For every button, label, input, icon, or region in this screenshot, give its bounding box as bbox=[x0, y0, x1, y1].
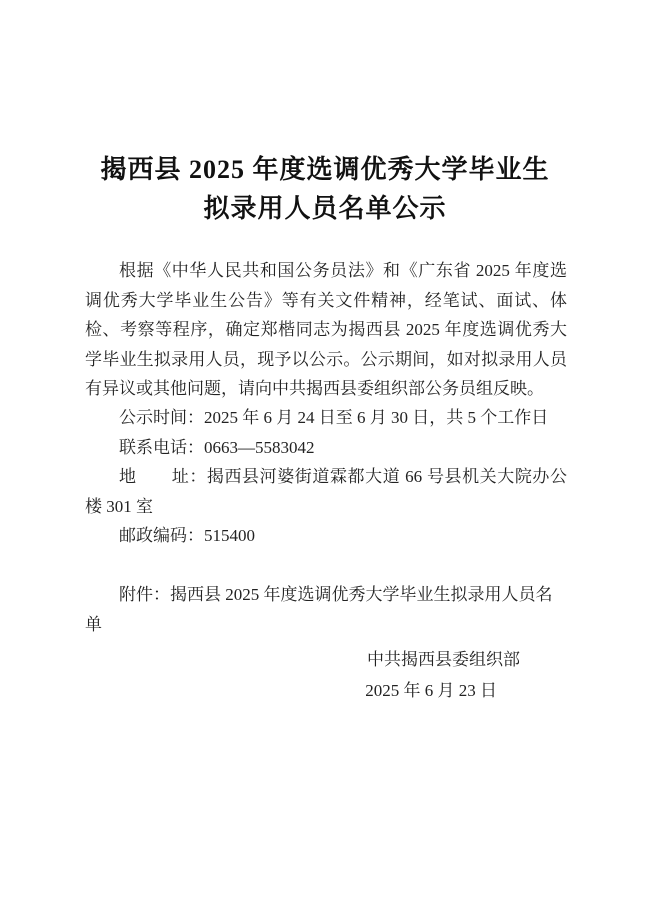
document-title bbox=[0, 150, 650, 228]
contact-phone: 联系电话：0663—5583042 bbox=[119, 437, 315, 457]
signature-line: 中共揭西县委组织部 bbox=[367, 650, 520, 669]
document-title-line-2: 拟录用人员名单公示 bbox=[203, 194, 447, 223]
attachment-line: 附件：揭西县 2025 年度选调优秀大学毕业生拟录用人员名单 bbox=[85, 585, 553, 634]
signature-block bbox=[85, 645, 567, 706]
body-paragraph: 根据《中华人民共和国公务员法》和《广东省 2025 年度选调优秀大学毕业生公告》等有关文件精神，经笔试、面试、体检、考察等程序，确定郑楷同志为揭西县 2025 年度选调优秀大学毕业生拟录用人员，现予以公示。公示期间，如对拟录用人员有异议或其他问题，请向中共揭西县委组织部公务员组反映。 bbox=[85, 261, 567, 398]
contact-public-period: 公示时间：2025 年 6 月 24 日至 6 月 30 日，共 5 个工作日 bbox=[119, 408, 549, 427]
date-line: 2025 年 6 月 23 日 bbox=[365, 680, 497, 700]
contact-info-block bbox=[85, 403, 567, 551]
contact-postcode: 邮政编码：515400 bbox=[119, 526, 255, 545]
document-title-line-1: 揭西县 2025 年度选调优秀大学毕业生 bbox=[100, 155, 550, 184]
attachment-block bbox=[85, 580, 567, 639]
contact-address: 地 址：揭西县河婆街道霖都大道 66 号县机关大院办公楼 301 室 bbox=[85, 467, 567, 516]
body-paragraph-block bbox=[85, 256, 567, 404]
